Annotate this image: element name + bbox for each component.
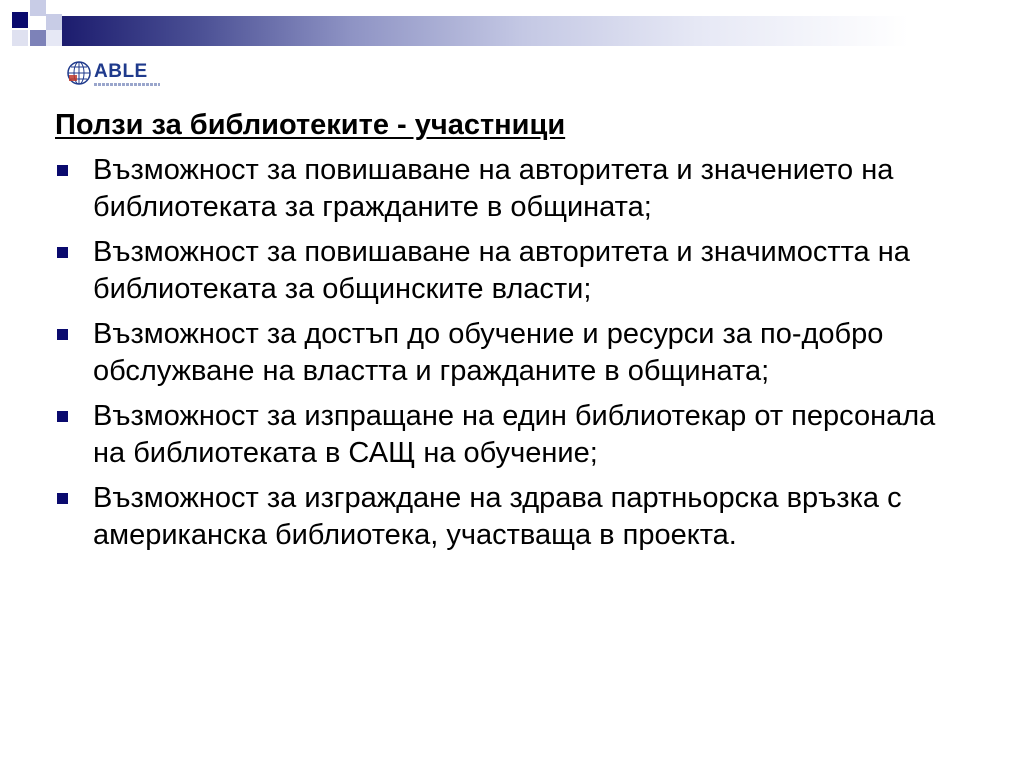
bullet-item bbox=[55, 234, 955, 308]
corner-square-light-3 bbox=[12, 30, 28, 46]
bullet-text: Възможност за повишаване на авторитета и значението на библиотеката за гражданите в общината; bbox=[93, 154, 894, 223]
corner-square-light-1 bbox=[30, 0, 46, 16]
bullet-text: Възможност за изпращане на един библиотекар от персонала на библиотеката в САЩ на обучение; bbox=[93, 400, 936, 469]
corner-square-light-4 bbox=[46, 30, 62, 46]
corner-square-dark-1 bbox=[12, 12, 28, 28]
square-bullet-icon bbox=[57, 329, 68, 340]
bullet-item bbox=[55, 398, 955, 472]
able-logo bbox=[66, 57, 166, 91]
corner-square-mid-1 bbox=[30, 30, 46, 46]
header-gradient-bar bbox=[62, 16, 1024, 46]
square-bullet-icon bbox=[57, 247, 68, 258]
square-bullet-icon bbox=[57, 493, 68, 504]
globe-icon bbox=[66, 59, 92, 87]
bullet-text: Възможност за достъп до обучение и ресурси за по-добро обслужване на властта и гражданите в общината; bbox=[93, 318, 884, 387]
corner-square-light-2 bbox=[46, 14, 62, 30]
square-bullet-icon bbox=[57, 165, 68, 176]
bullet-list bbox=[55, 152, 955, 562]
bullet-text: Възможност за изграждане на здрава партньорска връзка с американска библиотека, участваща в проекта. bbox=[93, 482, 902, 551]
bullet-item bbox=[55, 316, 955, 390]
square-bullet-icon bbox=[57, 411, 68, 422]
logo-text: ABLE bbox=[94, 61, 148, 82]
bullet-item bbox=[55, 152, 955, 226]
bullet-text: Възможност за повишаване на авторитета и значимостта на библиотеката за общинските власти; bbox=[93, 236, 910, 305]
slide-title: Ползи за библиотеките - участници bbox=[55, 109, 566, 141]
bullet-item bbox=[55, 480, 955, 554]
logo-subtitle-line bbox=[94, 83, 160, 86]
